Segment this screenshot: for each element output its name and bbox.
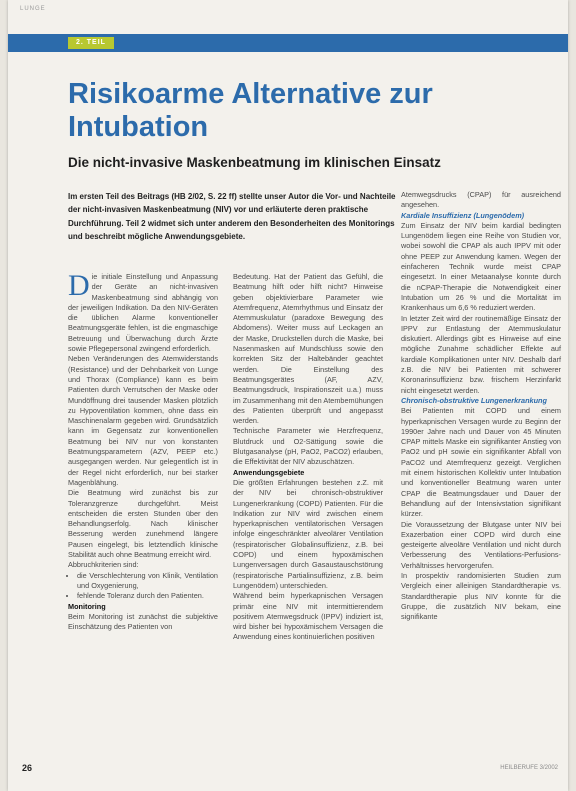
text-column-2: [233, 272, 383, 643]
article-lead: Im ersten Teil des Beitrags (HB 2/02, S. 22 ff) stellte unser Autor die Vor- und Nachteile der nicht-invasiven Maskenbeatmung (NIV) vor und erläuterte deren praktische Durchführung. Teil 2 widmet sich unter anderem den Besonderheiten des Monitorings und beschreibt mögliche Anwendungsgebiete.: [68, 192, 396, 242]
paragraph: Technische Parameter wie Herzfrequenz, Blutdruck und O2-Sättigung sowie die Blutgasanalyse (pH, PaO2, PaCO2) erlauben, die Effektivität der NIV abzuschätzen.: [233, 426, 383, 467]
paragraph: Die Voraussetzung der Blutgase unter NIV bei Exazerbation einer COPD wird durch eine gesteigerte alveoläre Ventilation und nicht durch Verbesserung des Ventilations-Perfusions-Verhältnisses hervorgerufen.: [401, 519, 561, 570]
paragraph: Beim Monitoring ist zunächst die subjektive Einschätzung des Patienten von: [68, 611, 218, 632]
journal-footer: HEILBERUFE 3/2002: [500, 765, 558, 771]
list-item: • fehlende Toleranz durch den Patienten.: [77, 591, 218, 601]
part-band: [8, 34, 568, 52]
paragraph: Neben Veränderungen des Atemwiderstands (Resistance) und der Dehnbarkeit von Lunge und Thorax (Compliance) kann es beim Patienten durch Verrutschen der Maske oder Mundöffnung drei tausender Masken plötzlich zu Hypoventilation kommen, ohne dass ein Maschinenalarm gegeben wird. Grundsätzlich kann im Gegensatz zur konventionellen Beatmung bei NIV nur von konstanten Beatmungsparametern (AZV, PEEP etc.) ausgegangen werden. Nur gelegentlich ist in der Regel nicht erforderlich, nur bei starker Magenblähung.: [68, 354, 218, 487]
page-number: 26: [22, 763, 33, 773]
magazine-page: [8, 0, 568, 791]
criteria-list: [68, 571, 218, 602]
part-label: 2. TEIL: [68, 37, 114, 49]
paragraph: In prospektiv randomisierten Studien zum Vergleich einer alleinigen Standardtherapie vs. Standardtherapie plus NIV konnte für die Gruppe, die zusätzlich NIV bekam, eine signifikante: [401, 570, 561, 622]
dropcap: D: [68, 269, 90, 302]
paragraph: Während beim hyperkapnischen Versagen primär eine NIV mit intermittierendem positivem Atemwegsdruck (IPPV) indiziert ist, wird bisher bei hypoxämischem Versagen die Anwendung eines kontinuierlichen positiven: [233, 591, 383, 642]
text-column-3: [401, 190, 561, 622]
paragraph: Die initiale Einstellung und Anpassung der Geräte an nicht-invasiven Maskenbeatmung sind abhängig von der jeweiligen Indikation. Da den NIV-Geräten die üblichen Alarme konventioneller Beatmungsgeräte fehlen, ist die engmaschige Betreuung und Überwachung durch Ärzte sowie Pflegepersonal zwingend erforderlich.: [68, 269, 218, 354]
list-item: • die Verschlechterung von Klinik, Ventilation und Oxygenierung,: [77, 571, 218, 592]
paragraph: Bei Patienten mit COPD und einem hyperkapnischen Versagen wurde zu Beginn der 1990er Jahre nach und Dauer von 45 Minuten CPAP mittels Maske ein signifikanter Anstieg von PaO2 und pH sowie ein signifikanter Abfall von PaCO2 und Atemfrequenz gezeigt. Verglichen mit einem historischen Kollektiv unter Intubation und konventioneller Beatmung waren unter CPAP die Beatmungsdauer und Dauer der Behandlung auf der Intensivstation signifikant kürzer.: [401, 406, 561, 519]
subheading-copd: Chronisch-obstruktive Lungenerkrankung: [401, 395, 547, 405]
paragraph: Abbruchkriterien sind:: [68, 560, 139, 570]
paragraph: Atemwegsdrucks (CPAP) für ausreichend angesehen.: [401, 190, 561, 210]
paragraph: Zum Einsatz der NIV beim kardial bedingten Lungenödem liegen eine Reihe von Studien vor, wobei sowohl die CPAP als auch IPPV mit oder ohne PEEP zur Anwendung kamen. Wegen der einfacheren Technik wurde meist CPAP eingesetzt. In einer Metaanalyse konnte durch die nCPAP-Therapie die Notwendigkeit einer Intubation um 26 % und die Mortalität im Krankenhaus um 6,6 % reduziert werden.: [401, 220, 561, 313]
section-heading-anwendungsgebiete: Anwendungsgebiete: [233, 467, 305, 477]
section-heading-monitoring: Monitoring: [68, 601, 106, 611]
paragraph: In letzter Zeit wird der routinemäßige Einsatz der IPPV zur Entlastung der Atemmuskulatur diskutiert. Allerdings gibt es Hinweise auf eine mögliche Zunahme schädlicher Effekte auf kardiale Komplikationen unter NIV. Deshalb darf z.B. die NIV bei Patienten mit schwerer Koronarinsuffizienz bzw. frischem Herzinfarkt nicht eingesetzt werden.: [401, 313, 561, 395]
subheading-kardial: Kardiale Insuffizienz (Lungenödem): [401, 210, 525, 220]
text-column-1: [68, 269, 218, 632]
paragraph: Die größten Erfahrungen bestehen z.Z. mit der NIV bei chronisch-obstruktiver Lungenerkrankung (COPD) Patienten. Für die Indikation zur NIV wird zwischen einem hyperkapnischen ventilatorischen Versagen infolge eingeschränkter alveolärer Ventilation (respiratorischer Globalinsuffizienz, z.B. bei COPD) und einem hypoxämischen Lungenversagen durch Gasaustauschstörung (respiratorische Partialinsuffizienz, z.B. beim Lungenödem) unterschieden.: [233, 477, 383, 590]
paragraph: Bedeutung. Hat der Patient das Gefühl, die Beatmung hilft oder hilft nicht? Hinweise geben objektivierbare Parameter wie Atemfrequenz, Atemrhythmus und Einsatz der Atemmuskulatur (paradoxe Bewegung des Abdomens). Weiter muss auf Leckagen an der Maske, Druckstellen durch die Maske, bei Nasenmasken auf Mundschluss sowie den korrekten Sitz der Haltebänder geachtet werden. Die Einstellung des Beatmungsgerätes (AF, AZV, Beatmungsdruck, Inspirationszeit u.a.) muss im Zusammenhang mit den Atembemühungen des Patienten überprüft und angepasst werden.: [233, 272, 383, 426]
article-subtitle: Die nicht-invasive Maskenbeatmung im klinischen Einsatz: [68, 155, 441, 170]
article-title: Risikoarme Alternative zur Intubation: [68, 78, 433, 143]
running-header: LUNGE: [20, 6, 46, 12]
paragraph: Die Beatmung wird zunächst bis zur Toleranzgrenze durchgeführt. Meist entscheiden die ersten Stunden über den Behandlungserfolg. Nach klinischer Besserung werden zunehmend längere Pausen eingelegt, bis letztendlich klinische Stabilität auch ohne Beatmung erreicht wird.: [68, 488, 218, 560]
